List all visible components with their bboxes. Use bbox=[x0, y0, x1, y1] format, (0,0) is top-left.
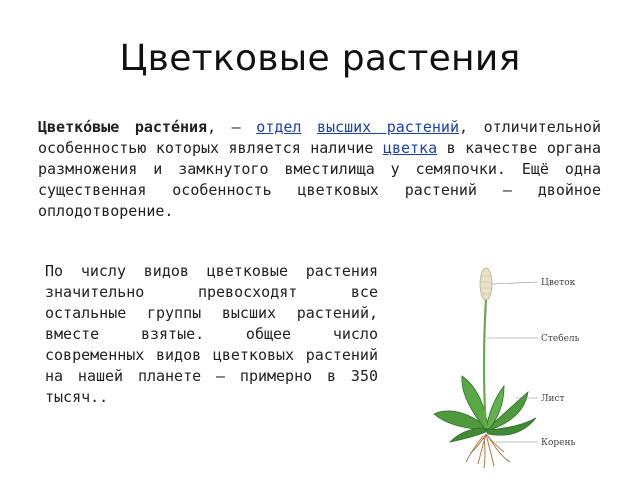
body-paragraph: По числу видов цветковые растения значительно превосходят все остальные группы высших растений, вместе взятые. общее число современных видов цветковых растений на нашей планете — примерно в 350 тысяч.. bbox=[45, 262, 378, 406]
stem-drawing bbox=[484, 298, 486, 428]
link-division[interactable]: отдел bbox=[256, 118, 302, 136]
term-bold: Цветко́вые расте́ния bbox=[38, 118, 208, 136]
label-root: Корень bbox=[541, 438, 576, 448]
label-flower: Цветок bbox=[541, 278, 576, 288]
intro-text-2: , отличительной особенностью которых является наличие bbox=[38, 118, 601, 157]
intro-paragraph bbox=[38, 117, 601, 222]
link-higher-plants[interactable]: высших растений bbox=[317, 118, 459, 136]
intro-space bbox=[301, 118, 317, 136]
plant-figure bbox=[420, 258, 630, 470]
label-stem: Стебель bbox=[541, 334, 580, 344]
root-drawing bbox=[466, 434, 510, 468]
slide-title: Цветковые растения bbox=[119, 38, 521, 79]
intro-text-1: , — bbox=[207, 118, 257, 136]
flower-drawing bbox=[480, 268, 492, 300]
link-flower[interactable]: цветка bbox=[382, 139, 438, 157]
intro-text-3: в качестве органа размножения и замкнутого вместилища у семяпочки. Ещё одна существенная особенность цветковых растений — двойное оплодотворение. bbox=[38, 139, 601, 220]
plantain-illustration bbox=[420, 258, 630, 470]
label-leaf: Лист bbox=[541, 394, 565, 404]
